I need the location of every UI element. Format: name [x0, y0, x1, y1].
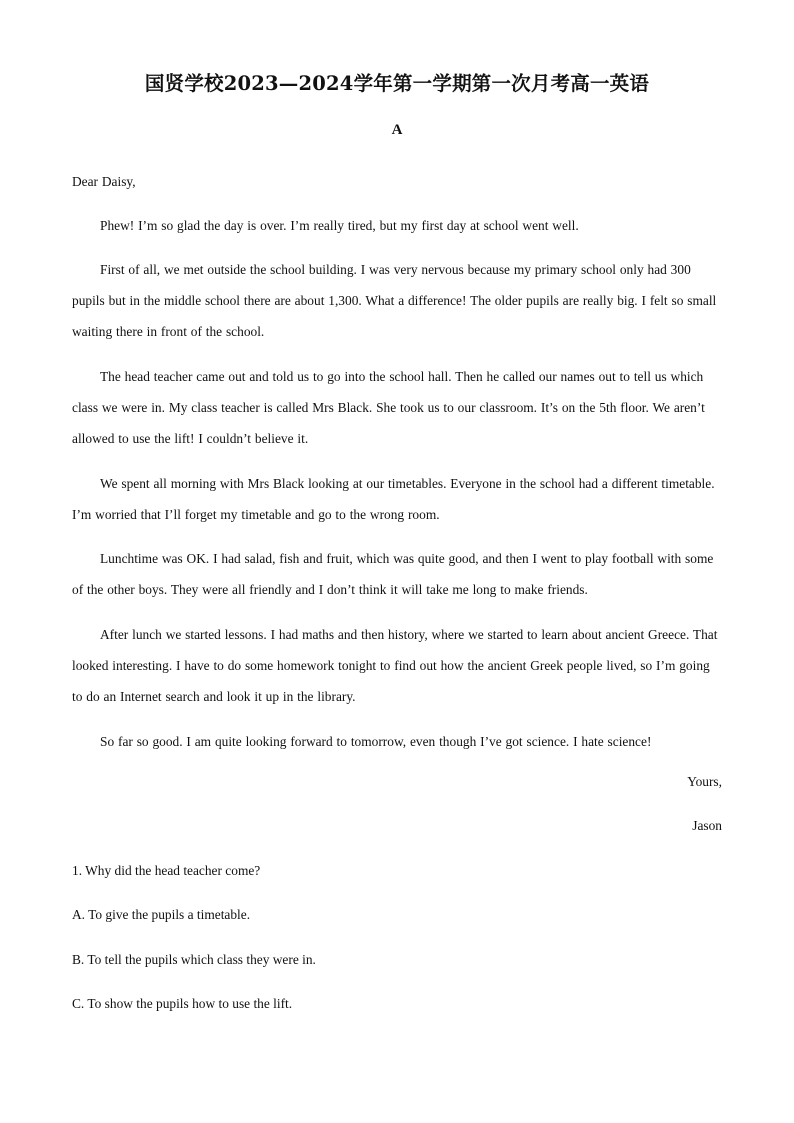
paragraph-text: Phew! I’m so glad the day is over. I’m really tired, but my first day at school went well. [100, 218, 579, 233]
option-b[interactable]: B. To tell the pupils which class they were in. [72, 952, 316, 967]
letter-paragraph-5 [72, 543, 722, 605]
question-stem: 1. Why did the head teacher come? [72, 863, 261, 878]
letter-paragraph-4 [72, 468, 722, 530]
exam-title: 国贤学校2023—2024学年第一学期第一次月考高一英语 [144, 72, 650, 95]
option-c[interactable]: C. To show the pupils how to use the lift. [72, 996, 293, 1011]
paragraph-text: After lunch we started lessons. I had maths and then history, where we started to learn about ancient Greece. That looked interesting. I have to do some homework tonight to find out how the ancient Greek people lived, so I’m going to do an Internet search and look it up in the library. [72, 627, 718, 704]
option-a[interactable]: A. To give the pupils a timetable. [72, 907, 251, 922]
paragraph-text: Lunchtime was OK. I had salad, fish and fruit, which was quite good, and then I went to play football with some of the other boys. They were all friendly and I don’t think it will take me long to make friends. [72, 551, 714, 597]
paragraph-text: We spent all morning with Mrs Black looking at our timetables. Everyone in the school had a different timetable. I’m worried that I’ll forget my timetable and go to the wrong room. [72, 476, 715, 522]
letter-paragraph-7 [72, 726, 722, 757]
letter-closing: Yours, [687, 774, 722, 789]
paragraph-text: First of all, we met outside the school building. I was very nervous because my primary school only had 300 pupils but in the middle school there are about 1,300. What a difference! The older pupils are really big. I felt so small waiting there in front of the school. [72, 262, 717, 339]
letter-signature: Jason [692, 818, 722, 833]
letter-paragraph-2 [72, 254, 722, 347]
letter-paragraph-1 [72, 210, 722, 241]
paragraph-text: So far so good. I am quite looking forward to tomorrow, even though I’ve got science. I hate science! [100, 734, 652, 749]
letter-salutation: Dear Daisy, [72, 174, 136, 189]
letter-paragraph-3 [72, 361, 722, 454]
section-label: A [391, 122, 403, 138]
letter-paragraph-6 [72, 619, 722, 712]
paragraph-text: The head teacher came out and told us to go into the school hall. Then he called our names out to tell us which class we were in. My class teacher is called Mrs Black. She took us to our classroom. It’s on the 5th floor. We aren’t allowed to use the lift! I couldn’t believe it. [72, 369, 705, 446]
